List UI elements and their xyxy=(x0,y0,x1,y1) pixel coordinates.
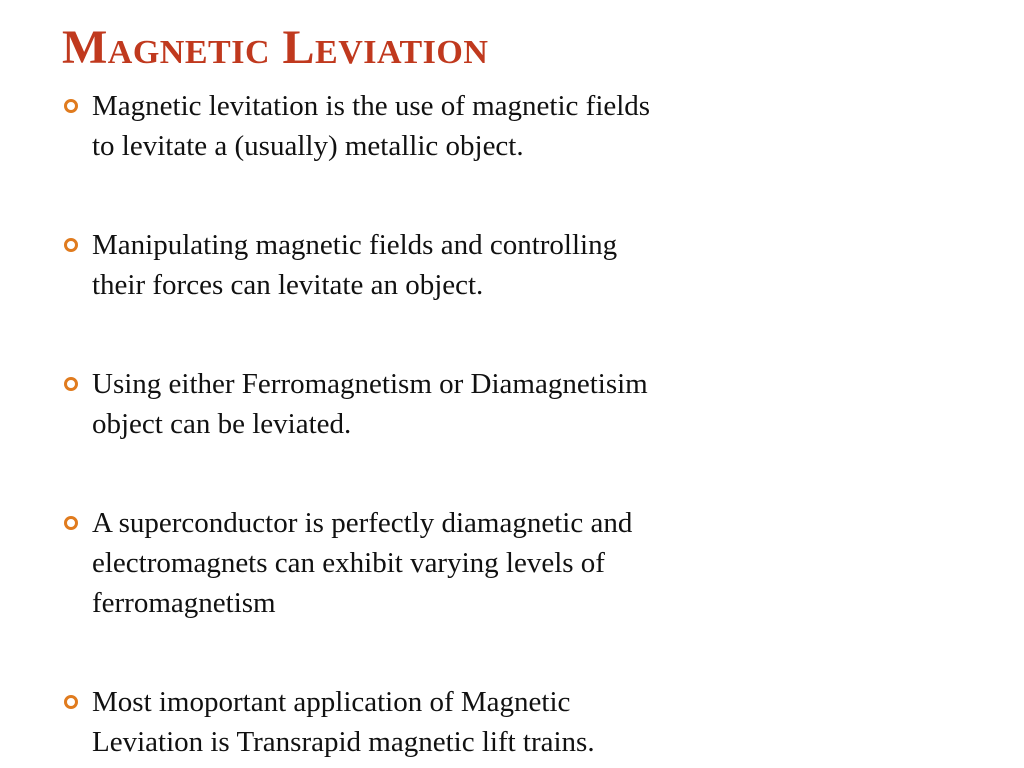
hollow-circle-icon xyxy=(64,99,78,113)
bullet-item xyxy=(62,682,882,762)
bullet-item xyxy=(62,503,882,623)
bullet-line: ferromagnetism xyxy=(92,587,276,619)
bullet-line: A superconductor is perfectly diamagnetic and xyxy=(92,507,633,539)
bullet-item xyxy=(62,364,882,444)
bullet-item xyxy=(62,86,882,166)
bullet-line: Manipulating magnetic fields and controlling xyxy=(92,229,618,261)
bullet-line: Most imoportant application of Magnetic xyxy=(92,686,571,718)
hollow-circle-icon xyxy=(64,377,78,391)
bullet-line: object can be leviated. xyxy=(92,408,352,440)
hollow-circle-icon xyxy=(64,695,78,709)
bullet-line: electromagnets can exhibit varying levels of xyxy=(92,547,605,579)
slide-title: Magnetic Leviation xyxy=(62,21,489,74)
bullet-line: Leviation is Transrapid magnetic lift trains. xyxy=(92,726,595,758)
bullet-line: to levitate a (usually) metallic object. xyxy=(92,130,524,162)
bullet-item xyxy=(62,225,882,305)
hollow-circle-icon xyxy=(64,238,78,252)
hollow-circle-icon xyxy=(64,516,78,530)
bullet-line: Magnetic levitation is the use of magnetic fields xyxy=(92,90,651,122)
bullet-list xyxy=(62,86,882,762)
bullet-line: Using either Ferromagnetism or Diamagnetisim xyxy=(92,368,648,400)
bullet-line: their forces can levitate an object. xyxy=(92,269,484,301)
